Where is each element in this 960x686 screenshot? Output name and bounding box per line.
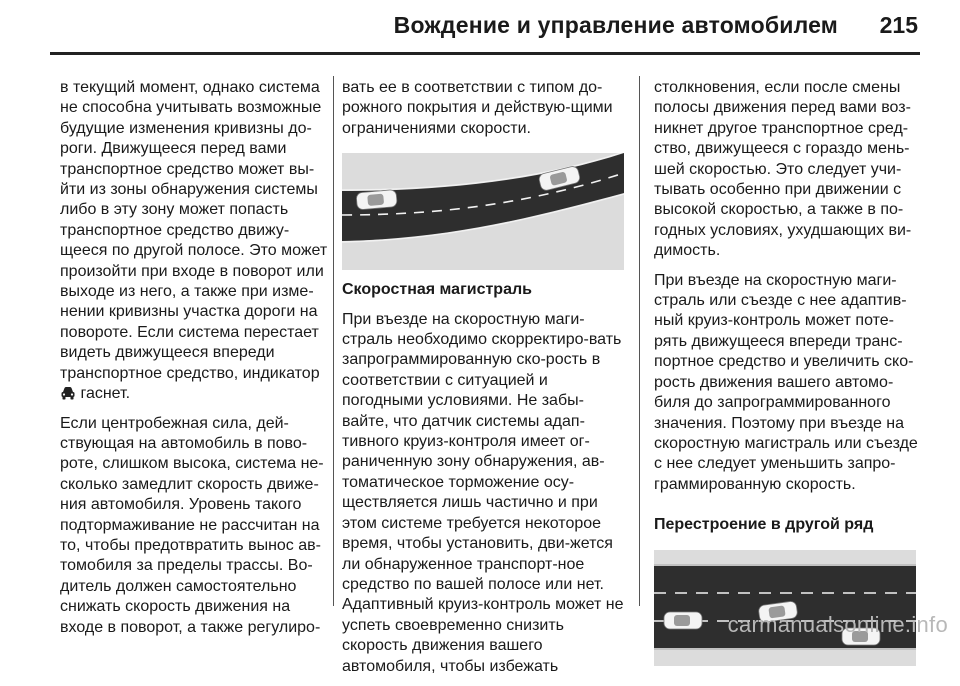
paragraph: столкновения, если после смены полосы движения перед вами воз-никнет другое транспортное сред-ство, движущееся с гораздо мень-шей скоростью. Это следует учи-тывать особенно при движении с высокой скоростью, а также в по-годных условиях, ухудшающих ви-димость.	[654, 79, 912, 260]
paragraph: При въезде на скоростную маги-страль или съезде с нее адаптив-ный круиз-контроль может поте-рять движущееся впереди транс-портное средство и увеличить ско-рость движения вашего автомо-биля до запрограммированного значения. Поэтому при въезде на скоростную магистраль или съезде с нее следует уменьшить запро-граммированную скорость.	[654, 271, 918, 493]
section-heading: Скоростная магистраль	[342, 281, 532, 299]
car-own	[664, 612, 702, 629]
paragraph: При въезде на скоростную маги-страль необходимо скорректиро-вать запрограммированную ско-рость в соответствии с ситуацией и погодными условиями. Не забы-вайте, что датчик системы адап-тивного круиз-контроля имеет ог-раниченную зону обнаружения, ав-томатическое торможение осу-ществляется лишь частично и при этом системе требуется некоторое время, чтобы установить, дви-жется ли обнаруженное транспорт-ное средство по вашей полосе или нет. Адаптивный круиз-контроль может не успеть своевременно снизить скорость движения вашего автомобиля, чтобы избежать	[342, 310, 624, 675]
column-divider	[639, 76, 640, 606]
curve-road-illustration	[342, 153, 624, 270]
paragraph-text: гаснет.	[80, 385, 131, 403]
page-number: 215	[879, 12, 918, 38]
section-heading: Перестроение в другой ряд	[654, 516, 874, 534]
paragraph-text: в текущий момент, однако система не способна учитывать возможные будущие изменения кривизны до-роги. Движущееся перед вами транспортное средство может вы-йти из зоны обнаружения системы либо в эту зону может попасть транспортное средство движу-щееся по другой полосе. Это может произойти при входе в поворот или выходе из него, а также при изме-нении кривизны участка дороги на повороте. Если система перестает видеть движущееся впереди транспортное средство, индикатор	[60, 79, 328, 382]
page-title: Вождение и управление автомобилем	[393, 12, 838, 38]
column-1	[60, 78, 328, 647]
column-2	[342, 78, 624, 686]
paragraph: Если центробежная сила, дей-ствующая на автомобиль в пово-роте, слишком высока, система не-сколько замедлит скорость движе-ния автомобиля. Уровень такого подтормаживание не рассчитан на то, чтобы предотвратить вынос ав-томобиля за пределы трассы. Во-дитель должен самостоятельно снижать скорость движения на входе в поворот, а также регулиро-	[60, 414, 324, 636]
lane-change-illustration	[654, 550, 916, 666]
paragraph	[60, 78, 328, 405]
header-rule	[50, 52, 920, 55]
car-own	[356, 190, 397, 210]
column-divider	[333, 76, 334, 606]
paragraph: вать ее в соответствии с типом до-рожного покрытия и действую-щими ограничениями скорости.	[342, 79, 613, 137]
column-3	[654, 78, 926, 666]
page-header	[0, 0, 960, 56]
vehicle-ahead-icon	[60, 386, 76, 400]
watermark: carmanualsonline.info	[727, 612, 948, 637]
